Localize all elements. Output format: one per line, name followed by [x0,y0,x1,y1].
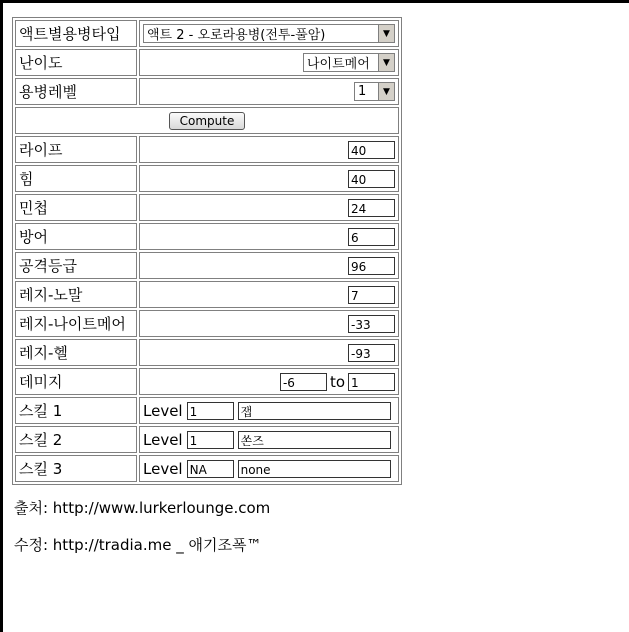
skill2-name-field[interactable]: 쏜즈 [238,431,391,449]
damage-to-text: to [329,372,345,391]
skill1-level-text: Level [143,401,183,420]
merc-level-label: 용병레벨 [15,78,137,105]
table-row [15,310,399,337]
compute-cell [15,107,399,134]
merc-type-selected: 액트 2 - 오로라용병(전투-풀암) [147,28,326,43]
life-field[interactable]: 40 [348,141,395,159]
life-label: 라이프 [15,136,137,163]
damage-min-field[interactable]: -6 [280,373,327,391]
skill3-label: 스킬 3 [15,455,137,482]
resist-nightmare-field[interactable]: -33 [348,315,395,333]
merc-level-cell [139,78,399,105]
chevron-down-icon[interactable]: ▼ [378,25,394,42]
merc-level-selected: 1 [358,84,367,99]
skill2-level-field[interactable]: 1 [187,431,234,449]
dexterity-label: 민첩 [15,194,137,221]
skill2-label: 스킬 2 [15,426,137,453]
strength-field[interactable]: 40 [348,170,395,188]
window-left-border [0,0,3,632]
table-row [15,368,399,395]
window-top-border [0,0,629,3]
source-credit: 출처: http://www.lurkerlounge.com [14,499,271,517]
resist-hell-label: 레지-헬 [15,339,137,366]
chevron-down-icon[interactable]: ▼ [378,83,394,100]
skill2-level-text: Level [143,430,183,449]
merc-type-cell [139,20,399,47]
resist-hell-field[interactable]: -93 [348,344,395,362]
defense-label: 방어 [15,223,137,250]
table-row [15,107,399,134]
attack-rating-label: 공격등급 [15,252,137,279]
skill1-level-field[interactable]: 1 [187,402,234,420]
merc-type-select[interactable] [143,24,395,43]
resist-normal-label: 레지-노말 [15,281,137,308]
dexterity-field[interactable]: 24 [348,199,395,217]
difficulty-label: 난이도 [15,49,137,76]
difficulty-cell [139,49,399,76]
merc-type-label: 액트별용병타입 [15,20,137,47]
table-row [15,397,399,424]
skill1-name-field[interactable]: 잽 [238,402,391,420]
table-row [15,165,399,192]
damage-label: 데미지 [15,368,137,395]
table-row [15,252,399,279]
skill3-level-text: Level [143,459,183,478]
table-row [15,339,399,366]
modified-credit: 수정: http://tradia.me _ 애기조폭™ [14,536,262,554]
defense-field[interactable]: 6 [348,228,395,246]
table-row [15,136,399,163]
damage-max-field[interactable]: 1 [348,373,395,391]
table-row [15,223,399,250]
table-row [15,49,399,76]
table-row [15,455,399,482]
table-row [15,194,399,221]
skill3-name-field[interactable]: none [238,460,391,478]
resist-normal-field[interactable]: 7 [348,286,395,304]
strength-label: 힘 [15,165,137,192]
skill3-level-field[interactable]: NA [187,460,234,478]
resist-nightmare-label: 레지-나이트메어 [15,310,137,337]
difficulty-selected: 나이트메어 [307,57,370,72]
table-row [15,20,399,47]
compute-button[interactable]: Compute [169,112,246,130]
attack-rating-field[interactable]: 96 [348,257,395,275]
table-row [15,78,399,105]
merc-level-select[interactable] [354,82,395,101]
table-row [15,281,399,308]
mercenary-calculator-table [12,17,402,485]
chevron-down-icon[interactable]: ▼ [378,54,394,71]
table-row [15,426,399,453]
difficulty-select[interactable] [303,53,395,72]
skill1-label: 스킬 1 [15,397,137,424]
